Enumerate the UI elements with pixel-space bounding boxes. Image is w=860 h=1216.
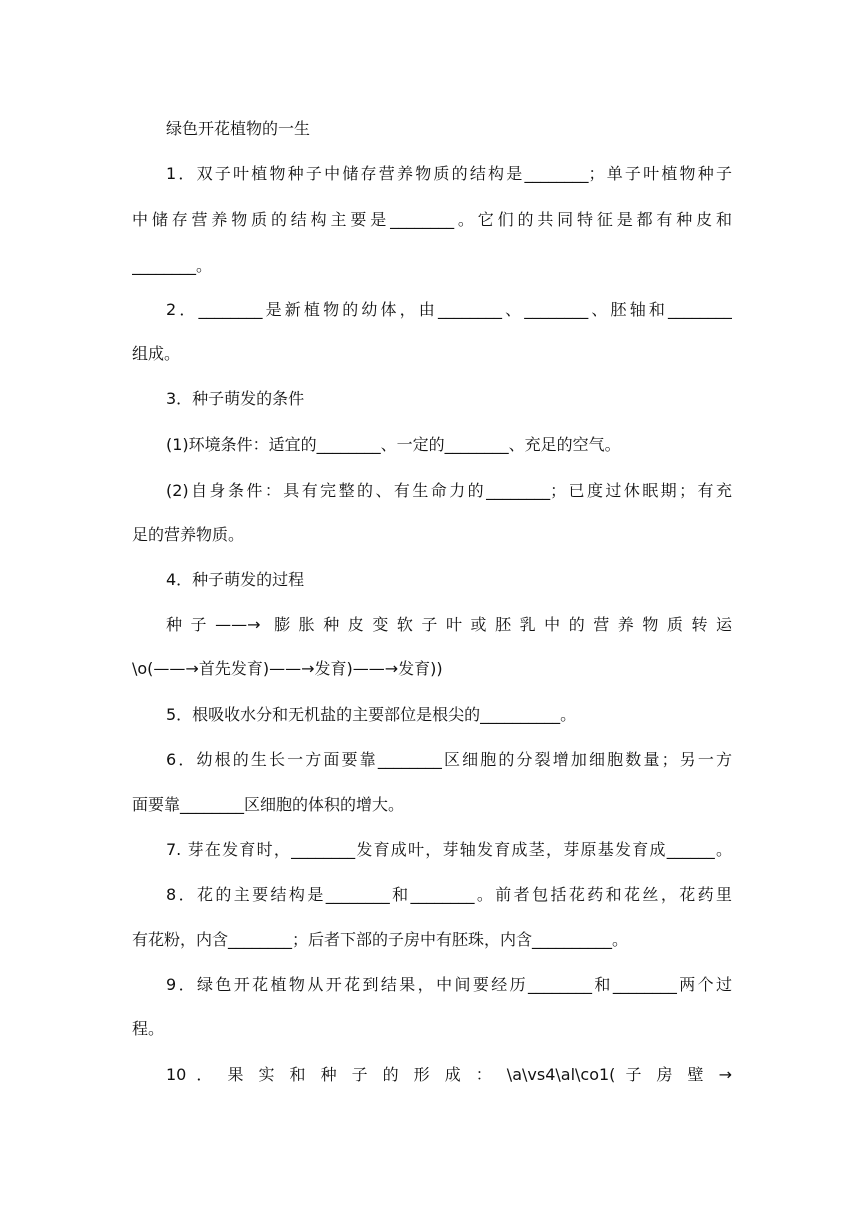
q3-heading: 3．种子萌发的条件 — [166, 389, 305, 408]
q4-heading: 4．种子萌发的过程 — [166, 570, 305, 589]
q8-line-2: 有花粉，内含________；后者下部的子房中有胚珠，内含__________。 — [132, 930, 629, 949]
q6-line-2: 面要靠________区细胞的体积的增大。 — [132, 795, 405, 814]
q2-line-2: 组成。 — [132, 344, 181, 363]
q3-self-line-1: (2)自身条件：具有完整的、有生命力的________；已度过休眠期；有充 — [166, 481, 732, 500]
q3-self-line-2: 足的营养物质。 — [132, 525, 245, 544]
q4-process-line-2: \o(——→首先发育)——→发育)——→发育)) — [132, 659, 443, 678]
document-title: 绿色开花植物的一生 — [166, 119, 311, 138]
q1-line-2: 中储存营养物质的结构主要是________。它们的共同特征是都有种皮和 — [132, 210, 732, 229]
q2-line-1: 2．________是新植物的幼体，由________、________、胚轴和________ — [166, 300, 732, 319]
q1-line-3: ________。 — [132, 256, 213, 275]
q5-line: 5．根吸收水分和无机盐的主要部位是根尖的__________。 — [166, 705, 577, 724]
q3-environment: (1)环境条件：适宜的________、一定的________、充足的空气。 — [166, 435, 621, 454]
q9-line-2: 程。 — [132, 1019, 165, 1038]
q10-line-1: 10 ． 果 实 和 种 子 的 形 成 ： \a\vs4\al\co1( 子 房 壁 → — [166, 1065, 732, 1084]
q7-line: 7. 芽在发育时，________发育成叶，芽轴发育成茎，芽原基发育成______。 — [166, 840, 732, 859]
q4-process-line-1: 种子——→ 膨胀种皮变软子叶或胚乳中的营养物质转运 — [166, 615, 732, 634]
q6-line-1: 6．幼根的生长一方面要靠________区细胞的分裂增加细胞数量；另一方 — [166, 750, 732, 769]
q8-line-1: 8．花的主要结构是________和________。前者包括花药和花丝，花药里 — [166, 885, 732, 904]
q9-line-1: 9．绿色开花植物从开花到结果，中间要经历________和________两个过 — [166, 975, 732, 994]
q1-line-1: 1．双子叶植物种子中储存营养物质的结构是________；单子叶植物种子 — [166, 164, 732, 183]
